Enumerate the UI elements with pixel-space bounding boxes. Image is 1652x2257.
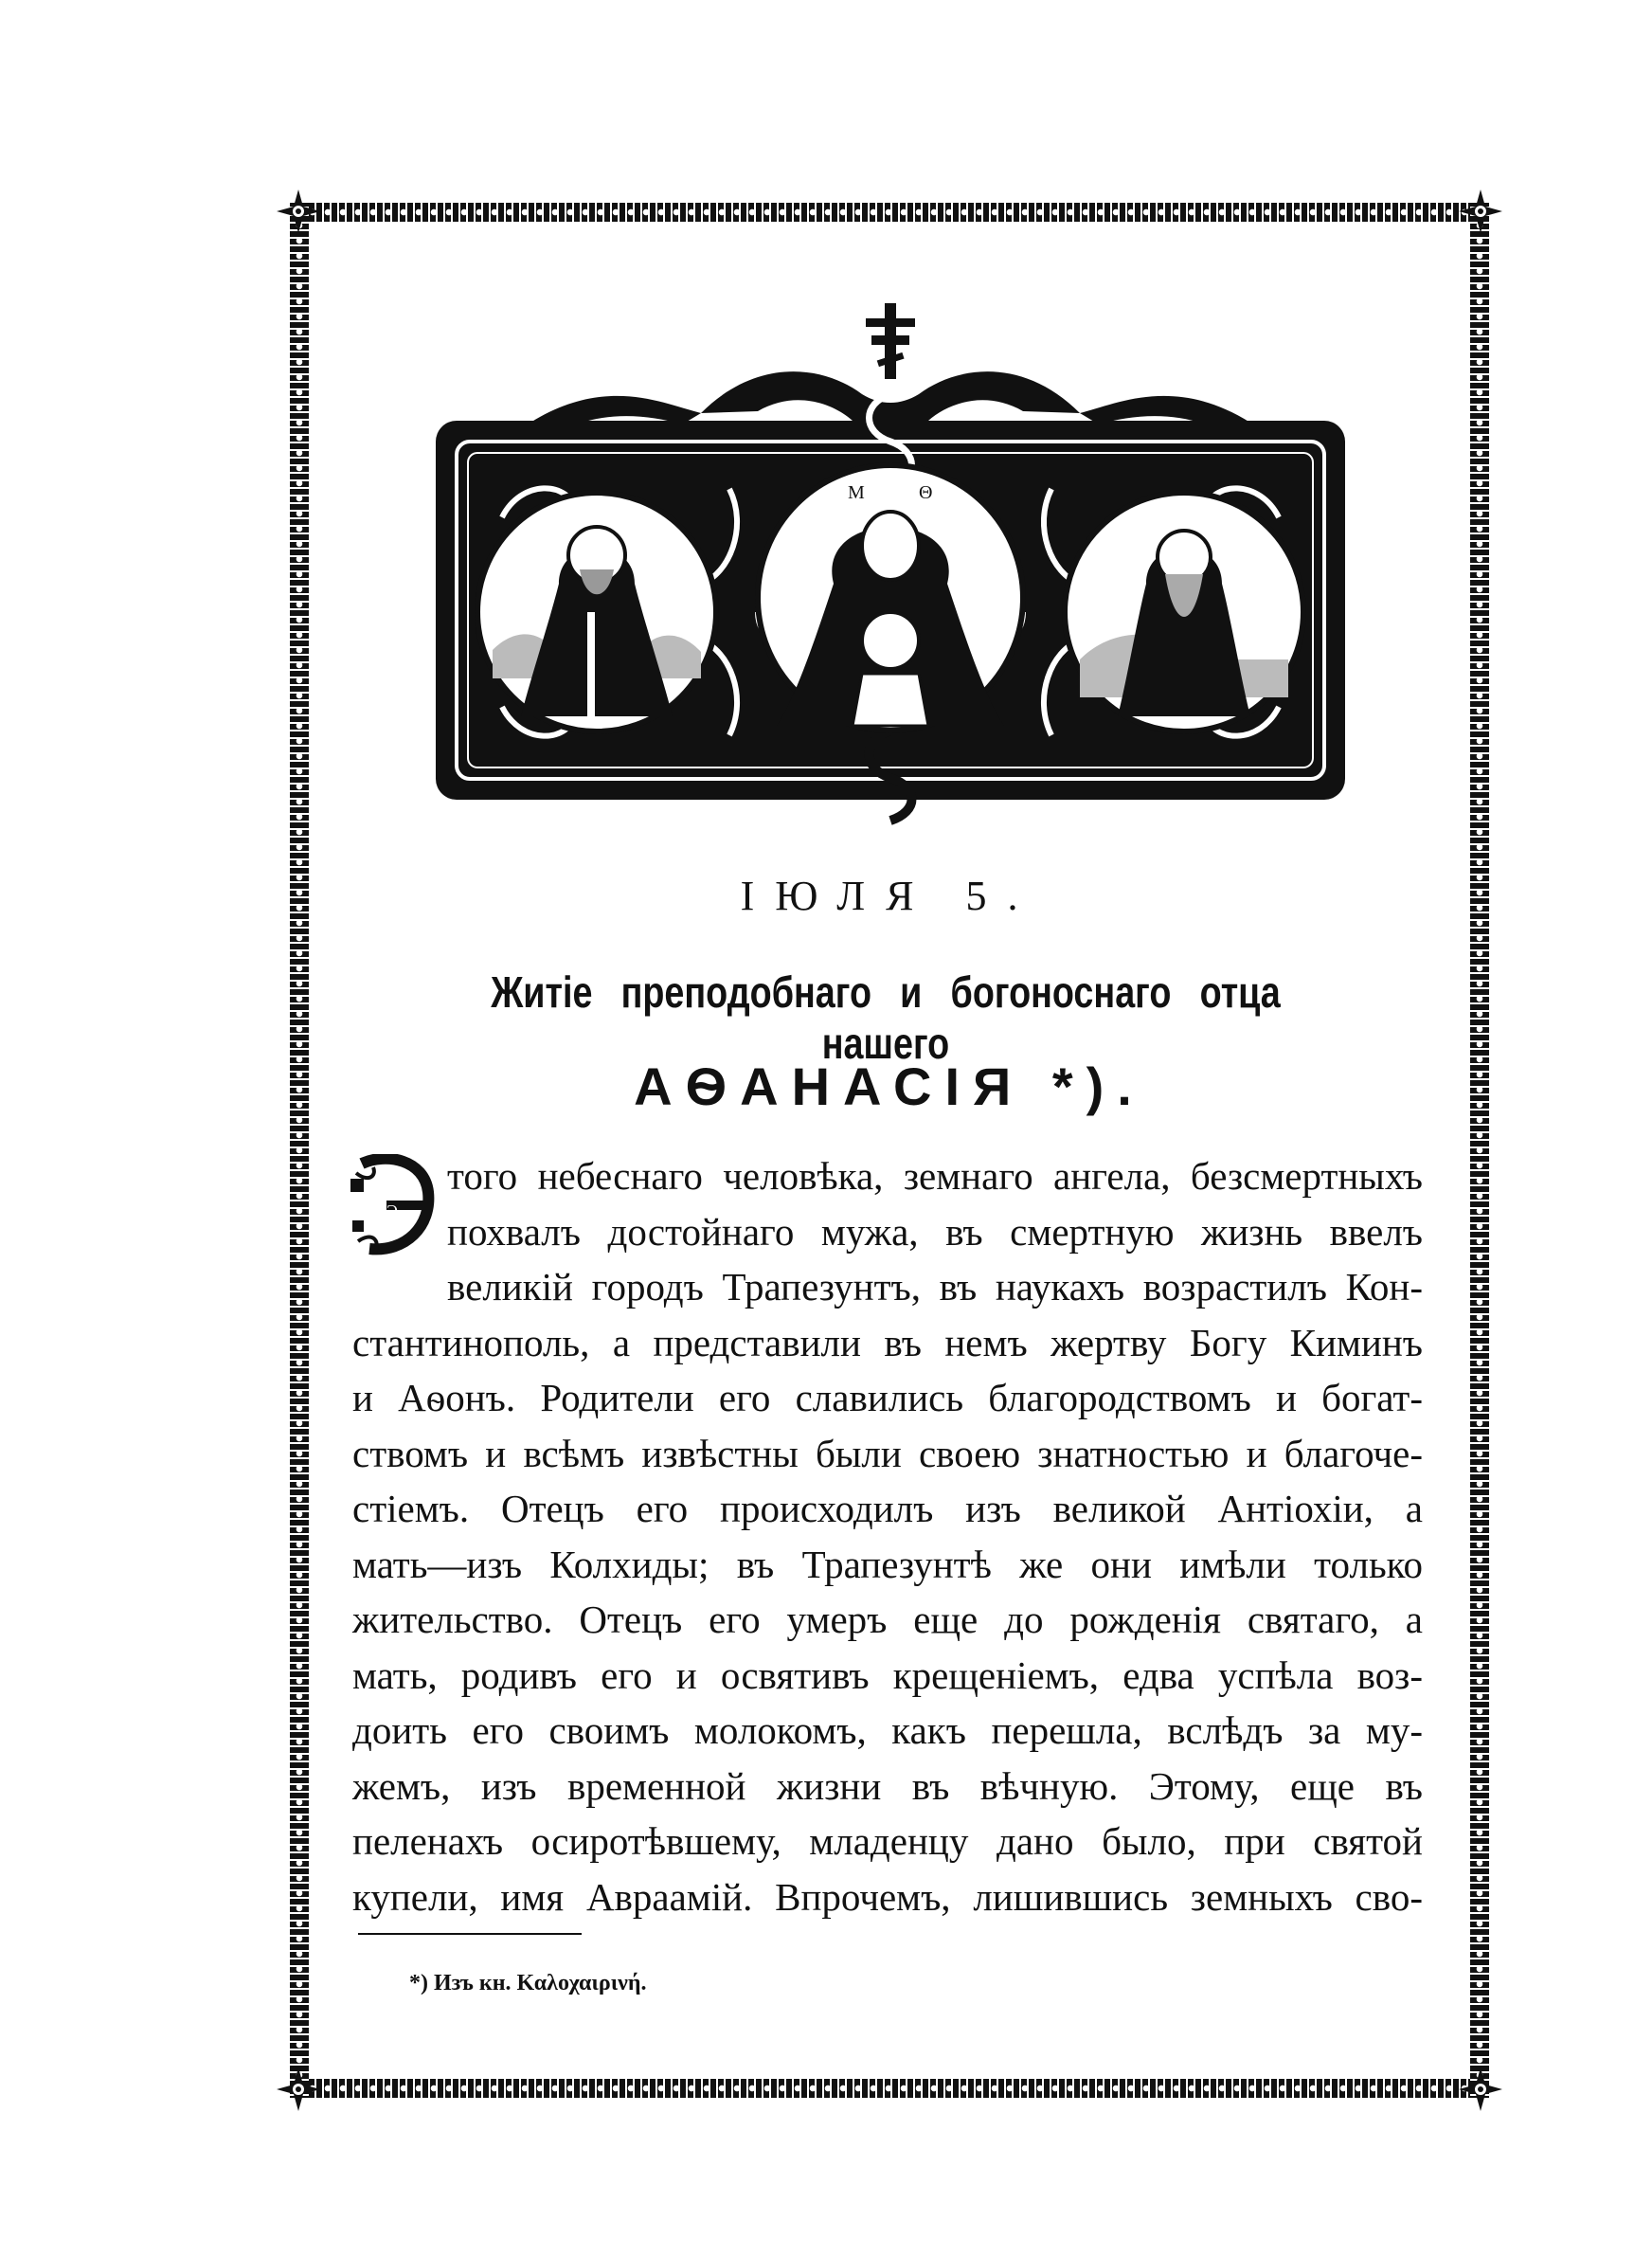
cross-icon (866, 303, 915, 379)
body-line: похвалъ достойнаго мужа, въ смертную жизнь ввелъ (447, 1209, 1423, 1254)
corner-ornament-icon (1457, 2066, 1504, 2113)
svg-text:Θ: Θ (919, 482, 933, 503)
border-top (290, 203, 1489, 222)
border-bottom (290, 2079, 1489, 2098)
corner-ornament-icon (1457, 188, 1504, 235)
date-heading: ІЮЛЯ 5. (740, 873, 1039, 919)
title-line-1: Житіе преподобнаго и богоноснаго отца нашего (491, 967, 1281, 1068)
border-right (1470, 203, 1489, 2098)
body-line: жительство. Отецъ его умеръ еще до рожденія святаго, а (352, 1598, 1423, 1641)
saint-medallion-left (477, 493, 716, 731)
title-saint-name: АѲАНАСІЯ *). (634, 1056, 1145, 1116)
body-line: мать—изъ Колхиды; въ Трапезунтѣ же они имѣли только (352, 1542, 1423, 1586)
body-line: стіемъ. Отецъ его происходилъ изъ великой Антіохіи, а (352, 1487, 1423, 1530)
footnote: *) Изъ кн. Καλοχαιρινή. (409, 1971, 647, 1995)
border-left (290, 203, 309, 2098)
body-line: жемъ, изъ временной жизни въ вѣчную. Этому, еще въ (352, 1763, 1423, 1808)
corner-ornament-icon (275, 188, 322, 235)
body-text (352, 1148, 1423, 1924)
headpiece-illustration (417, 299, 1364, 840)
virgin-and-child-medallion (758, 465, 1023, 731)
body-line: того небеснаго человѣка, земнаго ангела, безсмертныхъ (447, 1154, 1423, 1198)
body-line: ствомъ и всѣмъ извѣстны были своею знатностью и благоче- (352, 1431, 1423, 1475)
body-line: доить его своимъ молокомъ, какъ перешла, вслѣдъ за му- (352, 1708, 1423, 1752)
saint-medallion-right (1065, 493, 1303, 731)
footnote-separator (358, 1933, 582, 1935)
body-line: купели, имя Авраамій. Впрочемъ, лишившись земныхъ сво- (352, 1874, 1423, 1919)
ornamental-dropcap (349, 1154, 440, 1260)
body-line: пеленахъ осиротѣвшему, младенцу дано было, при святой (352, 1819, 1423, 1863)
corner-ornament-icon (275, 2066, 322, 2113)
body-line: великій городъ Трапезунтъ, въ наукахъ возрастилъ Кон- (447, 1265, 1423, 1309)
body-line: стантинополь, а представили въ немъ жертву Богу Киминъ (352, 1320, 1423, 1364)
svg-text:M: M (848, 482, 865, 503)
body-line: и Аѳонъ. Родители его славились благородствомъ и богат- (352, 1376, 1423, 1419)
body-line: мать, родивъ его и освятивъ крещеніемъ, едва успѣла воз- (352, 1652, 1423, 1697)
svg-text:Э: Э (386, 1201, 398, 1220)
